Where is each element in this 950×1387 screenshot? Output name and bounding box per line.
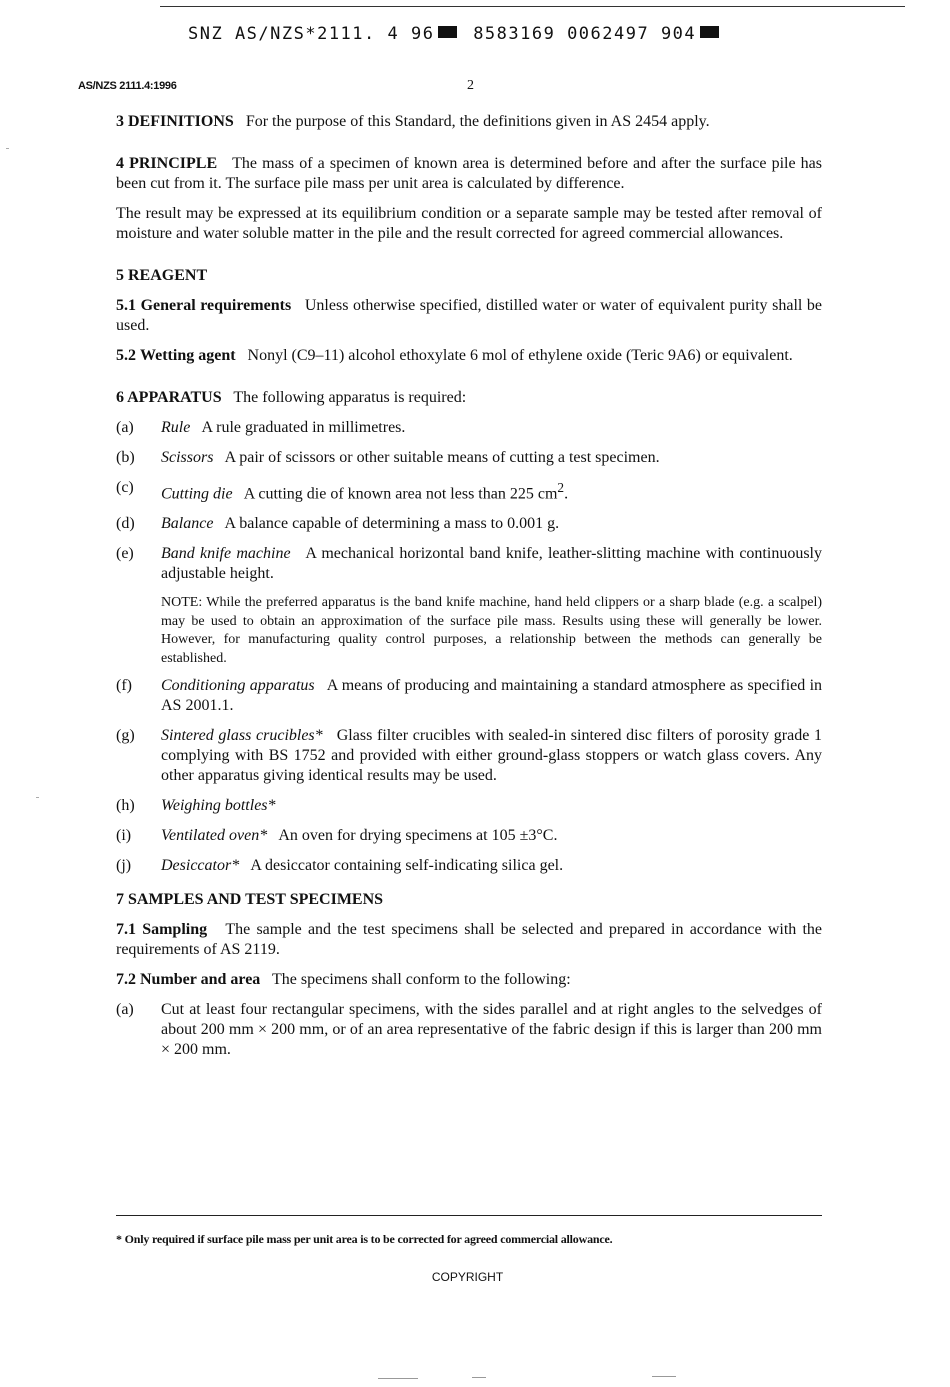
clause-number: 7.1 bbox=[116, 921, 136, 939]
clause-5-1 bbox=[116, 296, 822, 336]
section-5 bbox=[116, 266, 822, 286]
section-7 bbox=[116, 890, 822, 910]
item-name: Conditioning apparatus bbox=[161, 677, 315, 695]
section-3 bbox=[116, 112, 822, 132]
scan-artifact bbox=[652, 1376, 676, 1377]
clause-number: 5.1 bbox=[116, 297, 136, 314]
item-text-tail: . bbox=[564, 485, 569, 503]
clause-title: Sampling bbox=[142, 921, 208, 939]
item-name: Cutting die bbox=[161, 485, 233, 503]
note: NOTE: While the preferred apparatus is the band knife machine, hand held clippers or a sharp blade (e.g. a scalpel) may be used to obtain an approximation of the surface pile mass. Results using these will generally be lower. However, for manufacturing quality control purposes, a relationship between the methods can generally be established. bbox=[161, 595, 822, 666]
clause-number: 7.2 bbox=[116, 971, 136, 989]
document-body bbox=[116, 112, 822, 1060]
scan-artifact bbox=[472, 1377, 486, 1378]
clause-title: Number and area bbox=[140, 971, 261, 989]
list-item bbox=[116, 448, 822, 468]
item-name: Band knife machine bbox=[161, 545, 291, 563]
list-item bbox=[116, 1000, 822, 1060]
section-4 bbox=[116, 154, 822, 194]
item-text: A desiccator containing self-indicating silica gel. bbox=[250, 857, 564, 875]
clause-text: The specimens shall conform to the following: bbox=[272, 971, 571, 989]
stamp-code: 8583169 0062497 904 bbox=[473, 24, 697, 44]
footnote-rule bbox=[116, 1215, 822, 1216]
paragraph: The result may be expressed at its equilibrium condition or a separate sample may be tested after removal of moisture and water soluble matter in the pile and the result corrected for agreed commercial allowances. bbox=[116, 205, 822, 242]
item-name: Ventilated oven* bbox=[161, 827, 268, 845]
item-label: (h) bbox=[116, 797, 135, 815]
clause-7-1 bbox=[116, 920, 822, 960]
clause-text: The sample and the test specimens shall be selected and prepared in accordance with the requirements of AS 2119. bbox=[116, 921, 822, 959]
section-heading: 6 APPARATUS bbox=[116, 389, 222, 406]
clause-title: Wetting agent bbox=[140, 347, 236, 364]
item-name: Weighing bottles* bbox=[161, 797, 276, 815]
section-heading: 5 REAGENT bbox=[116, 267, 208, 284]
item-label: (j) bbox=[116, 857, 132, 875]
scan-artifact bbox=[36, 797, 39, 798]
section-text: The following apparatus is required: bbox=[233, 389, 467, 406]
list-item bbox=[116, 544, 822, 584]
item-label: (a) bbox=[116, 1001, 134, 1019]
list-item bbox=[116, 418, 822, 438]
item-name: Sintered glass crucibles* bbox=[161, 727, 323, 745]
section-heading: 7 SAMPLES AND TEST SPECIMENS bbox=[116, 891, 384, 909]
page-number: 2 bbox=[467, 78, 474, 93]
item-label: (c) bbox=[116, 479, 134, 496]
clause-text: Unless otherwise specified, distilled water or water of equivalent purity shall be used. bbox=[116, 297, 822, 334]
item-name: Desiccator* bbox=[161, 857, 240, 875]
clause-5-2 bbox=[116, 346, 822, 366]
section-text: The mass of a specimen of known area is determined before and after the surface pile has been cut from it. The surface pile mass per unit area is calculated by difference. bbox=[116, 155, 823, 192]
item-text: A rule graduated in millimetres. bbox=[201, 419, 406, 436]
clause-number: 5.2 bbox=[116, 347, 136, 364]
list-item bbox=[116, 856, 822, 876]
stamp-text: SNZ AS/NZS*2111. 4 96 bbox=[188, 24, 435, 44]
stamp-block-1 bbox=[438, 26, 457, 38]
item-name: Balance bbox=[161, 515, 214, 533]
scan-artifact bbox=[378, 1378, 418, 1379]
top-rule bbox=[160, 6, 905, 7]
item-text: Cut at least four rectangular specimens, with the sides parallel and at right angles to the selvedges of about 200 mm × 200 mm, or of an area representative of the fabric design if this is larger than 200 mm × 200 mm. bbox=[161, 1001, 822, 1059]
clause-7-2 bbox=[116, 970, 822, 990]
item-text: Glass filter crucibles with sealed-in sintered disc filters of porosity grade 1 complying with BS 1752 and provided with either ground-glass stoppers or watch glass covers. Any other apparatus giving identical results may be used. bbox=[161, 727, 823, 785]
section-heading: 3 DEFINITIONS bbox=[116, 113, 234, 130]
item-label: (a) bbox=[116, 419, 134, 436]
item-text: A pair of scissors or other suitable means of cutting a test specimen. bbox=[224, 449, 660, 466]
standard-id: AS/NZS 2111.4:1996 bbox=[78, 80, 177, 92]
section-text: For the purpose of this Standard, the definitions given in AS 2454 apply. bbox=[245, 113, 710, 130]
list-item bbox=[116, 478, 822, 504]
item-label: (d) bbox=[116, 515, 135, 533]
list-item bbox=[116, 826, 822, 846]
list-item bbox=[116, 676, 822, 716]
item-label: (g) bbox=[116, 727, 135, 745]
item-label: (b) bbox=[116, 449, 135, 466]
list-item bbox=[116, 796, 822, 816]
item-text: A balance capable of determining a mass to 0.001 g. bbox=[224, 515, 560, 533]
stamp-block-2 bbox=[700, 26, 719, 38]
item-text: An oven for drying specimens at 105 ±3°C. bbox=[278, 827, 558, 845]
item-text: A means of producing and maintaining a standard atmosphere as specified in AS 2001.1. bbox=[161, 677, 823, 715]
clause-title: General requirements bbox=[140, 297, 292, 314]
item-name: Rule bbox=[161, 419, 191, 436]
section-heading: 4 PRINCIPLE bbox=[116, 155, 218, 172]
document-stamp bbox=[188, 24, 723, 44]
section-6 bbox=[116, 388, 822, 408]
item-name: Scissors bbox=[161, 449, 214, 466]
item-label: (f) bbox=[116, 677, 132, 695]
list-item bbox=[116, 726, 822, 786]
item-text: A cutting die of known area not less than 225 cm bbox=[243, 485, 558, 503]
list-item bbox=[116, 514, 822, 534]
footnote: * Only required if surface pile mass per unit area is to be corrected for agreed commercial allowance. bbox=[116, 1232, 613, 1246]
item-text: A mechanical horizontal band knife, leather-slitting machine with continuously adjustable height. bbox=[161, 545, 822, 583]
scan-artifact bbox=[6, 148, 9, 149]
superscript: 2 bbox=[557, 480, 565, 495]
item-label: (e) bbox=[116, 545, 134, 563]
copyright: COPYRIGHT bbox=[431, 1270, 504, 1284]
clause-text: Nonyl (C9–11) alcohol ethoxylate 6 mol of ethylene oxide (Teric 9A6) or equivalent. bbox=[247, 347, 793, 364]
item-label: (i) bbox=[116, 827, 132, 845]
